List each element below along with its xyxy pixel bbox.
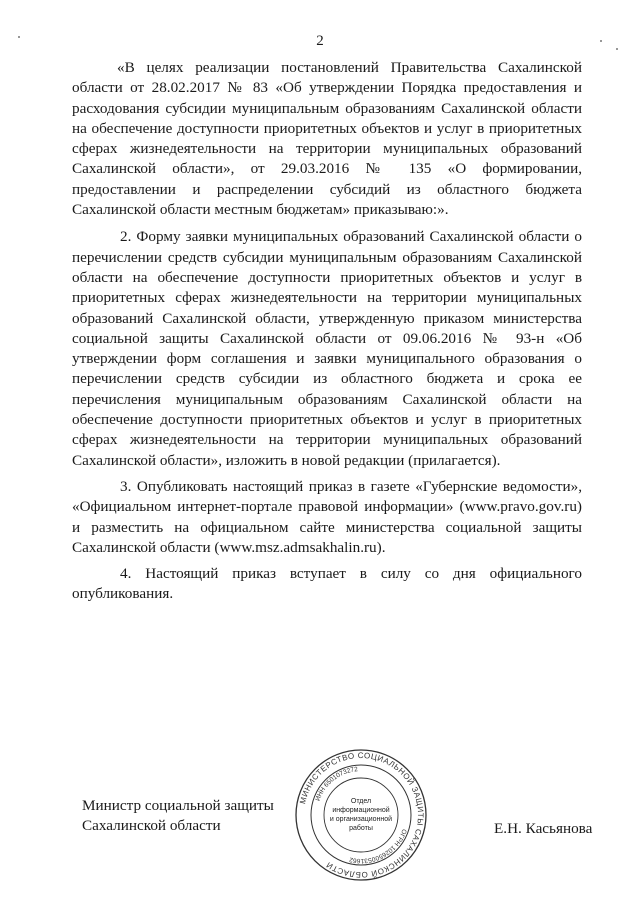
document-body: [72, 58, 582, 611]
official-stamp: [294, 748, 428, 882]
paragraph-1: «В целях реализации постановлений Правительства Сахалинской области от 28.02.2017 № 83 «Об утверждении Порядка предоставления и расходования субсидии муниципальным образованиям Сахалинской области на обеспечение доступности приоритетных объектов и услуг в приоритетных сферах жизнедеятельности на территории муниципальных образований Сахалинской области», от 29.03.2016 № 135 «О формировании, предоставлении и распределении субсидий из областного бюджета Сахалинской области местным бюджетам» приказываю:».: [72, 59, 582, 219]
scan-speck: [18, 36, 20, 38]
stamp-inn: ИНН 6501073272: [314, 766, 359, 803]
stamp-outer-text: МИНИСТЕРСТВО СОЦИАЛЬНОЙ ЗАЩИТЫ САХАЛИНСКОЙ ОБЛАСТИ: [298, 750, 426, 880]
paragraph-2: 2. Форму заявки муниципальных образований Сахалинской области о перечислении средств субсидии муниципальным образованиям Сахалинской области на обеспечение доступности приоритетных объектов и услуг в приоритетных сферах жизнедеятельности на территории муниципальных образований Сахалинской области, утвержденную приказом министерства социальной защиты Сахалинской области от 09.06.2016 № 93-н «Об утверждении форм соглашения и заявки муниципального образования о перечислении средств субсидии из областного бюджета и срока ее перечисления муниципальным образованиям Сахалинской области на обеспечение доступности приоритетных объектов и услуг в приоритетных сферах жизнедеятельности на территории муниципальных образований Сахалинской области», изложить в новой редакции (прилагается).: [72, 228, 582, 469]
scan-speck: [616, 48, 618, 50]
signatory-position: [82, 796, 274, 836]
signatory-position-line2: Сахалинской области: [82, 817, 221, 834]
paragraph-4: 4. Настоящий приказ вступает в силу со дня официального опубликования.: [72, 565, 582, 603]
scan-speck: [600, 40, 602, 42]
stamp-center-line4: работы: [349, 825, 373, 832]
paragraph-3: 3. Опубликовать настоящий приказ в газете «Губернские ведомости», «Официальном интернет-портале правовой информации» (www.pravo.gov.ru) и разместить на официальном сайте министерства социальной защиты Сахалинской области (www.msz.admsakhalin.ru).: [72, 477, 582, 556]
stamp-center-line3: и организационной: [329, 816, 393, 823]
stamp-center-line1: Отдел: [350, 798, 372, 805]
page-number: 2: [316, 33, 324, 49]
signatory-position-line1: Министр социальной защиты: [82, 797, 274, 814]
stamp-center-line2: информационной: [332, 807, 390, 814]
stamp-ogrn: ОГРН 1026500531662: [348, 827, 408, 865]
signatory-name: Е.Н. Касьянова: [494, 820, 593, 837]
